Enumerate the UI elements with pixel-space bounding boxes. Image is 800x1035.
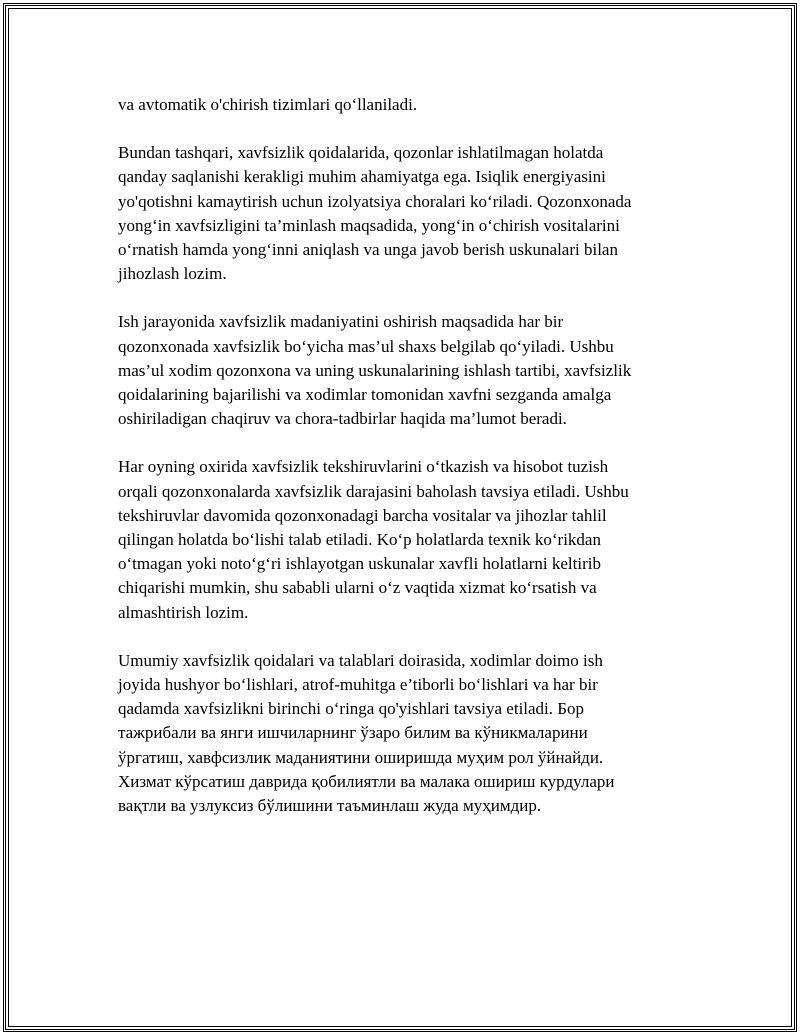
paragraph-5: Umumiy xavfsizlik qoidalari va talablari doirasida, xodimlar doimo ish joyida hushyor bo‘lishlari, atrof-muhitga e’tiborli bo‘lishlari va har bir qadamda xavfsizlikni birinchi o‘ringa qo'yishlari tavsiya etiladi. Бор тажрибали ва янги ишчиларнинг ўзаро билим ва кўникмаларини ўргатиш, хавфсизлик маданиятини оширишда муҳим рол ўйнайди. Хизмат кўрсатиш даврида қобилиятли ва малака ошириш курдулари вақтли ва узлуксиз бўлишини таъминлаш жуда муҳимдир. — [118, 650, 615, 816]
paragraph-4: Har oyning oxirida xavfsizlik tekshiruvlarini o‘tkazish va hisobot tuzish orqali qozonxonalarda xavfsizlik darajasini baholash tavsiya etiladi. Ushbu tekshiruvlar davomida qozonxonadagi barcha vositalar va jihozlar tahlil qilingan holatda bo‘lishi talab etiladi. Ko‘p holatlarda texnik ko‘rikdan o‘tmagan yoki noto‘g‘ri ishlayotgan uskunalar xavfli holatlarni keltirib chiqarishi mumkin, shu sababli ularni o‘z vaqtida xizmat ko‘rsatish va almashtirish lozim. — [118, 457, 629, 622]
paragraph-2: Bundan tashqari, xavfsizlik qoidalarida, qozonlar ishlatilmagan holatda qanday saqlanishi kerakligi muhim ahamiyatga ega. Isiqlik energiyasini yo'qotishni kamaytirish uchun izolyatsiya choralari ko‘riladi. Qozonxonada yong‘in xavfsizligini ta’minlash maqsadida, yong‘in o‘chirish vositalarini o‘rnatish hamda yong‘inni aniqlash va unga javob berish uskunalari bilan jihozlash lozim. — [118, 143, 632, 284]
paragraph-3: Ish jarayonida xavfsizlik madaniyatini oshirish maqsadida har bir qozonxonada xavfsizlik bo‘yicha mas’ul shaxs belgilab qo‘yiladi. Ushbu mas’ul xodim qozonxona va uning uskunalarining ishlash tartibi, xavfsizlik qoidalarining bajarilishi va xodimlar tomonidan xavfni sezganda amalga oshiriladigan chaqiruv va chora-tadbirlar haqida ma’lumot beradi. — [118, 312, 632, 429]
paragraph-1: va avtomatik o'chirish tizimlari qo‘llaniladi. — [118, 95, 418, 114]
document-body — [118, 93, 678, 842]
